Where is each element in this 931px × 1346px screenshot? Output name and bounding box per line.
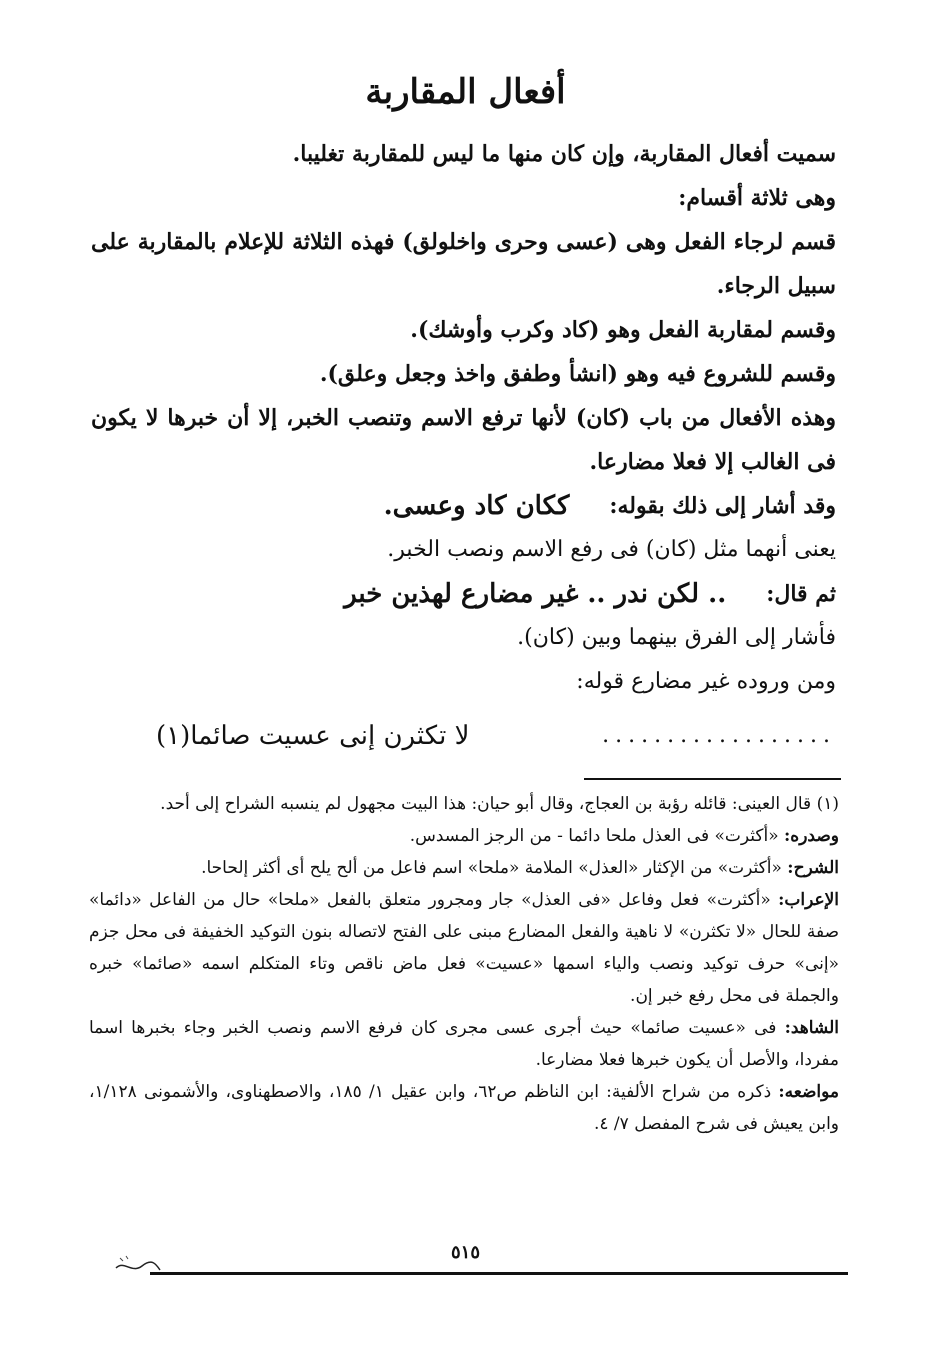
verse-quote: .. لكن ندر .. غير مضارع لهذين خبر [344, 579, 727, 609]
verse-intro: ثم قال: [766, 581, 836, 607]
paragraph: ومن وروده غير مضارع قوله: [576, 669, 836, 694]
footnote-text: ذكره من شراح الألفية: ابن الناظم ص٦٢، وابن عقيل ١/ ١٨٥، والاصطهناوى، والأشمونى ١/١٢٨، وابن يعيش فى شرح المفصل ٧/ ٤. [89, 1082, 839, 1134]
quoted-verse-row [91, 484, 836, 528]
footnote-lead: الشرح: [787, 858, 839, 878]
footnote-text: فى «عسيت صائما» حيث أجرى عسى مجرى كان فرفع الاسم ونصب الخبر وجاء بخبرها اسما مفردا، والأصل أن يكون خبرها فعلا مضارعا. [89, 1018, 839, 1070]
page-number: ٥١٥ [450, 1242, 480, 1263]
poem-dots: .................. [602, 723, 836, 748]
footnote-text: «أكثرت» فعل وفاعل «فى العذل» جار ومجرور متعلق بالفعل «ملحا» حال من الفاعل «دائما» صفة للحال «لا تكثرن» لا ناهية والفعل المضارع مبنى على الفتح لاتصاله بنون التوكيد الخفيفة فى محل جزم «إنى» حرف توكيد ونصب والياء اسمها «عسيت» فعل ماض ناقص وتاء المتكلم اسمه «صائما» خبره والجملة فى محل رفع خبر إن. [89, 890, 840, 1006]
paragraph: فأشار إلى الفرق بينهما وبين (كان). [517, 625, 836, 650]
verse-intro: وقد أشار إلى ذلك بقوله: [609, 493, 836, 519]
poem-hemistich: لا تكثرن إنى عسيت صائما(١) [156, 721, 470, 751]
main-text [91, 132, 836, 758]
footnote-text: «أكثرت» من الإكثار «العذل» الملامة «ملحا» اسم فاعل من ألح يلح أى أكثر إلحاحا. [201, 858, 782, 878]
footnote-entry [89, 820, 839, 852]
paragraph: قسم لرجاء الفعل وهى (عسى وحرى واخلولق) فهذه الثلاثة للإعلام بالمقاربة على سبيل الرجاء. [91, 229, 836, 299]
quoted-verse-row [91, 572, 836, 616]
footnote-entry [89, 852, 839, 884]
paragraph: يعنى أنهما مثل (كان) فى رفع الاسم ونصب الخبر. [387, 537, 836, 562]
footnote-lead: وصدره: [784, 826, 839, 846]
footnote-entry [89, 1076, 839, 1140]
footnote-lead: الشاهد: [784, 1018, 840, 1038]
bottom-rule [150, 1272, 848, 1275]
paragraph: وهذه الأفعال من باب (كان) لأنها ترفع الاسم وتنصب الخبر، إلا أن خبرها لا يكون فى الغالب إلا فعلا مضارعا. [91, 405, 836, 475]
footnotes [89, 788, 839, 1140]
footnote-entry [89, 884, 839, 1012]
chapter-title: أفعال المقاربة [365, 72, 566, 112]
paragraph: سميت أفعال المقاربة، وإن كان منها ما ليس للمقاربة تغليبا. [292, 141, 836, 167]
footnote-separator [584, 778, 841, 780]
verse-quote: ككان كاد وعسى. [383, 491, 570, 521]
footnote-lead: مواضعه: [778, 1082, 840, 1102]
footnote-text: «أكثرت» فى العذل ملحا دائما - من الرجز المسدس. [409, 826, 779, 846]
footnote: (١) قال العينى: قائله رؤبة بن العجاج، وقال أبو حيان: هذا البيت مجهول لم ينسبه الشراح إلى أحد. [160, 794, 839, 814]
paragraph: وقسم لمقاربة الفعل وهو (كاد وكرب وأوشك). [410, 317, 836, 343]
poem-line [156, 714, 836, 758]
footnote-entry [89, 1012, 839, 1076]
paragraph: وهى ثلاثة أقسام: [678, 185, 836, 211]
paragraph: وقسم للشروع فيه وهو (انشأ وطفق واخذ وجعل وعلق). [319, 361, 836, 387]
ornament-icon [112, 1250, 162, 1280]
footnote-lead: الإعراب: [778, 890, 840, 910]
